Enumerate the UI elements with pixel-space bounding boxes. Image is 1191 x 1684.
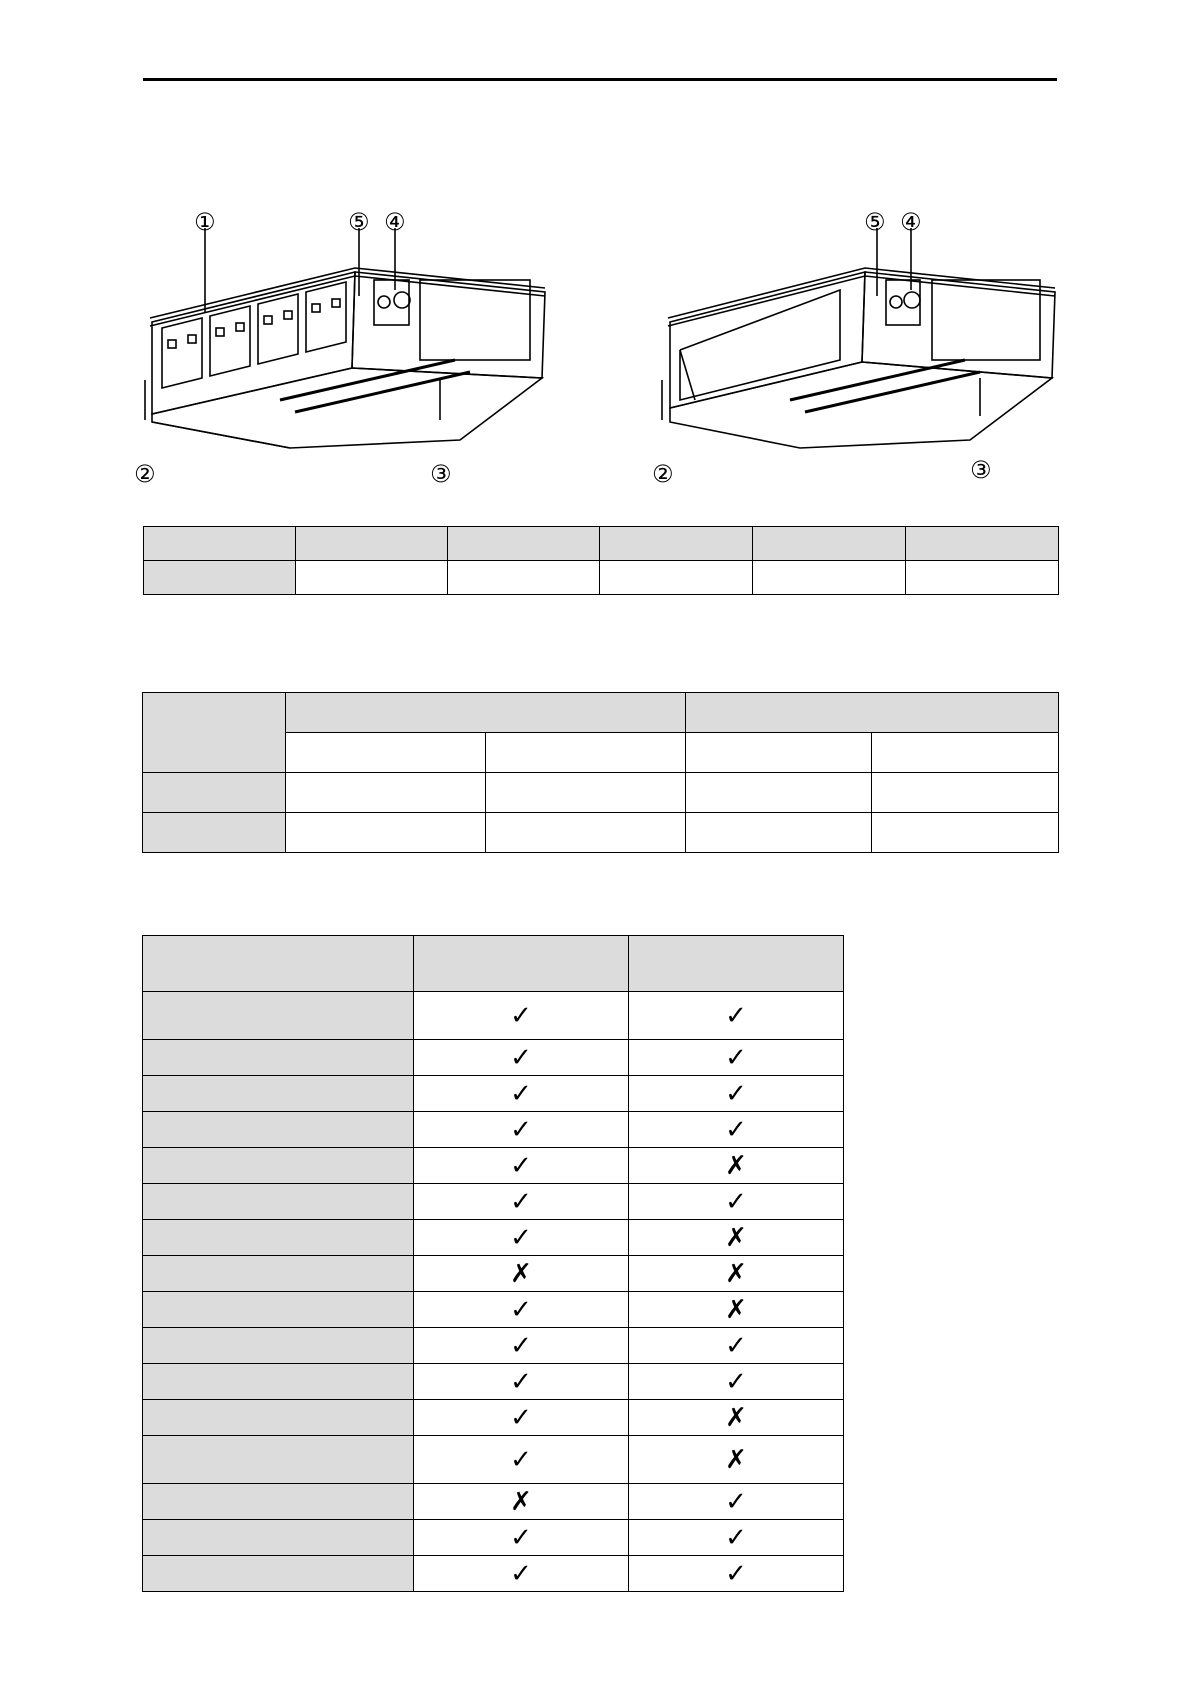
row-label-cell	[143, 813, 286, 853]
availability-mark: ✓	[510, 1114, 532, 1145]
table-row	[143, 1256, 844, 1292]
spec-table	[142, 692, 1059, 853]
row-label-cell	[143, 1148, 414, 1184]
availability-mark: ✓	[725, 1114, 747, 1145]
table-cell	[286, 813, 486, 853]
table-cell	[753, 561, 906, 595]
table-row	[143, 773, 1059, 813]
top-rule	[143, 78, 1057, 81]
table-row	[143, 1400, 844, 1436]
subheader-cell	[686, 733, 872, 773]
availability-mark: ✓	[725, 1186, 747, 1217]
availability-mark: ✓	[510, 1042, 532, 1073]
table-cell	[486, 773, 686, 813]
table-row	[143, 1148, 844, 1184]
availability-mark: ✓	[510, 1330, 532, 1361]
header-cell	[629, 936, 844, 992]
availability-mark: ✓	[510, 1522, 532, 1553]
row-label-cell	[143, 1556, 414, 1592]
callout-2: ②	[652, 460, 674, 488]
availability-mark: ✓	[510, 1222, 532, 1253]
availability-mark: ✓	[725, 1330, 747, 1361]
row-label-cell	[143, 1292, 414, 1328]
header-cell	[600, 527, 753, 561]
table-row	[143, 1520, 844, 1556]
callout-1: ①	[194, 210, 216, 236]
callout-2: ②	[134, 460, 156, 488]
header-cell	[144, 527, 296, 561]
unit-drawing-right	[650, 210, 1070, 490]
table-row	[143, 813, 1059, 853]
row-label-cell	[143, 1328, 414, 1364]
table-row	[143, 992, 844, 1040]
availability-mark: ✓	[725, 1042, 747, 1073]
row-label-cell	[143, 1256, 414, 1292]
corner-header-cell	[143, 693, 286, 773]
table-row	[143, 936, 844, 992]
availability-mark: ✓	[510, 1078, 532, 1109]
subheader-cell	[872, 733, 1059, 773]
row-label-cell	[143, 1484, 414, 1520]
table-row	[143, 1040, 844, 1076]
header-cell	[143, 936, 414, 992]
row-label-cell	[143, 1040, 414, 1076]
table-row	[143, 1112, 844, 1148]
table-row	[143, 1184, 844, 1220]
callout-5: ⑤	[864, 210, 886, 236]
callout-3: ③	[430, 460, 452, 488]
parts-table	[143, 526, 1059, 595]
availability-mark: ✗	[725, 1150, 747, 1181]
availability-mark: ✓	[510, 1294, 532, 1325]
table-row	[143, 1484, 844, 1520]
header-cell	[906, 527, 1059, 561]
availability-mark: ✓	[510, 1366, 532, 1397]
availability-mark: ✓	[725, 1078, 747, 1109]
row-label-cell	[143, 1364, 414, 1400]
availability-mark: ✗	[725, 1444, 747, 1475]
row-label-cell	[143, 1520, 414, 1556]
row-label-cell	[144, 561, 296, 595]
table-row	[143, 693, 1059, 733]
availability-mark: ✓	[725, 1558, 747, 1589]
header-cell	[448, 527, 600, 561]
availability-mark: ✓	[510, 1402, 532, 1433]
row-label-cell	[143, 1220, 414, 1256]
availability-mark: ✓	[725, 1366, 747, 1397]
availability-mark: ✗	[725, 1294, 747, 1325]
group-header-cell	[686, 693, 1059, 733]
table-cell	[872, 813, 1059, 853]
table-cell	[906, 561, 1059, 595]
row-label-cell	[143, 1184, 414, 1220]
table-row	[143, 1076, 844, 1112]
unit-figure-with-filter	[130, 210, 570, 490]
availability-mark: ✓	[510, 1558, 532, 1589]
row-label-cell	[143, 1112, 414, 1148]
availability-mark: ✓	[510, 1000, 532, 1031]
table-row	[143, 1328, 844, 1364]
availability-mark: ✗	[725, 1402, 747, 1433]
callout-4: ④	[900, 210, 922, 236]
row-label-cell	[143, 1076, 414, 1112]
table-row	[144, 561, 1059, 595]
row-label-cell	[143, 1436, 414, 1484]
header-cell	[414, 936, 629, 992]
table-cell	[872, 773, 1059, 813]
table-cell	[296, 561, 448, 595]
availability-mark: ✓	[725, 1486, 747, 1517]
row-label-cell	[143, 1400, 414, 1436]
availability-mark: ✓	[725, 1000, 747, 1031]
table-row	[143, 1292, 844, 1328]
table-row	[144, 527, 1059, 561]
table-row	[143, 1220, 844, 1256]
header-cell	[296, 527, 448, 561]
availability-mark: ✓	[725, 1522, 747, 1553]
availability-mark: ✗	[725, 1222, 747, 1253]
table-row	[143, 1556, 844, 1592]
table-row	[143, 1364, 844, 1400]
callout-3: ③	[970, 456, 992, 484]
group-header-cell	[286, 693, 686, 733]
callout-4: ④	[384, 210, 406, 236]
table-cell	[686, 813, 872, 853]
subheader-cell	[486, 733, 686, 773]
table-cell	[600, 561, 753, 595]
table-cell	[486, 813, 686, 853]
table-cell	[686, 773, 872, 813]
row-label-cell	[143, 992, 414, 1040]
table-row	[143, 1436, 844, 1484]
unit-drawing-left	[130, 210, 570, 490]
row-label-cell	[143, 773, 286, 813]
unit-figure-without-filter	[650, 210, 1070, 490]
availability-mark: ✓	[510, 1444, 532, 1475]
availability-mark: ✗	[510, 1486, 532, 1517]
callout-5: ⑤	[348, 210, 370, 236]
availability-mark: ✗	[725, 1258, 747, 1289]
subheader-cell	[286, 733, 486, 773]
header-cell	[753, 527, 906, 561]
functions-table	[142, 935, 844, 1592]
table-cell	[286, 773, 486, 813]
availability-mark: ✓	[510, 1150, 532, 1181]
availability-mark: ✓	[510, 1186, 532, 1217]
availability-mark: ✗	[510, 1258, 532, 1289]
table-cell	[448, 561, 600, 595]
